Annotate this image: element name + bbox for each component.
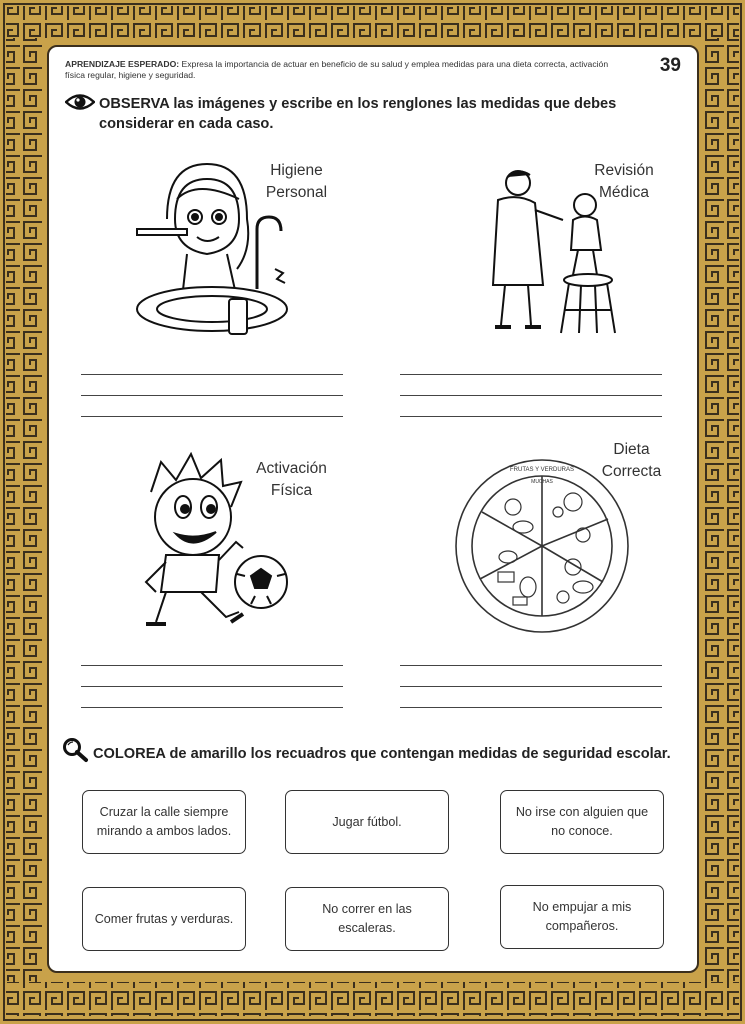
writing-line[interactable]	[81, 665, 343, 666]
instruction-lead: OBSERVA	[99, 96, 170, 112]
writing-line[interactable]	[400, 665, 662, 666]
learning-expectation	[65, 59, 625, 81]
instruction-lead: COLOREA	[93, 746, 166, 762]
caption-line: Física	[270, 482, 313, 499]
plate-of-good-eating-illustration	[453, 457, 631, 635]
page-number: 39	[659, 55, 681, 76]
option-box-jugar-futbol[interactable]	[285, 790, 449, 854]
caption-line: Higiene	[270, 162, 323, 179]
writing-line[interactable]	[81, 395, 343, 396]
instruction-rest: las imágenes y escribe en los renglones las medidas que debes considerar en cada caso.	[99, 96, 617, 132]
doctor-checkup-illustration	[473, 165, 633, 337]
instruction-observe	[99, 94, 689, 134]
option-text: No irse con alguien que	[515, 805, 649, 819]
option-text: Cruzar la calle siempre	[99, 805, 229, 819]
option-text: compañeros.	[545, 919, 619, 933]
caption-line: Personal	[265, 184, 328, 201]
option-text: Jugar fútbol.	[332, 814, 402, 829]
caption-line: Correcta	[601, 463, 662, 480]
plate-label-top-small: MUCHAS	[531, 479, 553, 485]
writing-line[interactable]	[81, 707, 343, 708]
caption-line: Dieta	[613, 441, 650, 458]
eye-icon	[65, 92, 95, 112]
option-text: mirando a ambos lados.	[96, 824, 232, 838]
boy-playing-soccer-illustration	[131, 452, 301, 637]
girl-brushing-teeth-illustration	[127, 159, 307, 339]
caption-line: Revisión	[594, 162, 654, 179]
writing-line[interactable]	[400, 707, 662, 708]
option-text: No correr en las escaleras.	[322, 902, 412, 935]
writing-line[interactable]	[81, 686, 343, 687]
writing-line[interactable]	[400, 686, 662, 687]
worksheet-page	[47, 45, 699, 973]
writing-line[interactable]	[400, 395, 662, 396]
option-text: No empujar a mis	[532, 900, 632, 914]
caption-line: Activación	[256, 460, 327, 477]
writing-line[interactable]	[81, 416, 343, 417]
writing-line[interactable]	[400, 374, 662, 375]
learning-text: Expresa la importancia de actuar en beneficio de su salud y emplea medidas para una dieta correcta, activación física regular, higiene y seguridad.	[65, 59, 609, 80]
instruction-rest: de amarillo los recuadros que contengan medidas de seguridad escolar.	[165, 746, 671, 762]
option-text: Comer frutas y verduras.	[94, 911, 234, 926]
learning-label: APRENDIZAJE ESPERADO:	[65, 59, 180, 69]
instruction-colorea	[93, 744, 693, 764]
option-box-no-empujar[interactable]	[500, 885, 664, 949]
writing-line[interactable]	[400, 416, 662, 417]
option-box-cruzar-calle[interactable]	[82, 790, 246, 854]
plate-label-top: FRUTAS Y VERDURAS	[509, 467, 575, 473]
caption-line: Médica	[599, 184, 649, 201]
option-box-no-correr[interactable]	[285, 887, 449, 951]
option-box-no-irse[interactable]	[500, 790, 664, 854]
option-text: no conoce.	[551, 824, 613, 838]
magnifier-icon	[62, 737, 90, 763]
option-box-comer-frutas[interactable]	[82, 887, 246, 951]
writing-line[interactable]	[81, 374, 343, 375]
